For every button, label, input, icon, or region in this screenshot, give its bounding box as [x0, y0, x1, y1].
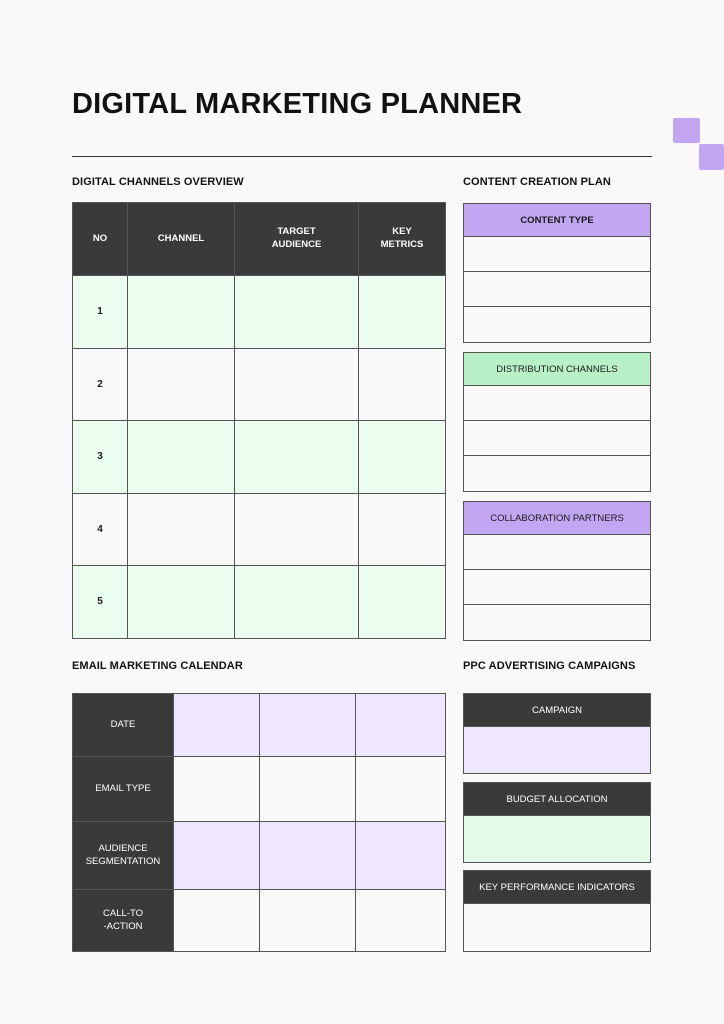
kpi-box [463, 870, 651, 952]
page-title: DIGITAL MARKETING PLANNER [72, 88, 523, 120]
distribution-channels-box [463, 352, 651, 492]
metrics-cell[interactable] [359, 348, 446, 421]
audience-cell[interactable] [235, 276, 359, 349]
cta-cell[interactable] [356, 890, 446, 952]
segmentation-cell[interactable] [174, 822, 260, 890]
audience-cell[interactable] [235, 348, 359, 421]
metrics-cell[interactable] [359, 276, 446, 349]
header-key-metrics: KEY METRICS [359, 203, 446, 276]
collaboration-row[interactable] [464, 535, 650, 570]
divider [72, 156, 652, 157]
distribution-row[interactable] [464, 421, 650, 456]
metrics-cell[interactable] [359, 421, 446, 494]
kpi-field[interactable] [464, 904, 650, 951]
metrics-cell[interactable] [359, 493, 446, 566]
content-type-box [463, 203, 651, 343]
channels-table [72, 202, 446, 639]
distribution-channels-header: DISTRIBUTION CHANNELS [464, 353, 650, 386]
header-no: NO [73, 203, 128, 276]
table-row [73, 276, 446, 349]
metrics-cell[interactable] [359, 566, 446, 639]
date-label: DATE [73, 694, 174, 757]
table-row [73, 890, 446, 952]
cta-cell[interactable] [174, 890, 260, 952]
channel-cell[interactable] [128, 421, 235, 494]
audience-segmentation-label: AUDIENCE SEGMENTATION [73, 822, 174, 890]
audience-cell[interactable] [235, 566, 359, 639]
collaboration-partners-header: COLLABORATION PARTNERS [464, 502, 650, 535]
table-row [73, 757, 446, 822]
content-type-header: CONTENT TYPE [464, 204, 650, 237]
table-row [73, 694, 446, 757]
audience-cell[interactable] [235, 493, 359, 566]
row-number: 5 [73, 566, 128, 639]
kpi-header: KEY PERFORMANCE INDICATORS [464, 871, 650, 904]
segmentation-cell[interactable] [260, 822, 356, 890]
budget-allocation-box [463, 782, 651, 863]
budget-allocation-field[interactable] [464, 816, 650, 862]
campaign-box [463, 693, 651, 774]
table-header-row [73, 203, 446, 276]
budget-allocation-header: BUDGET ALLOCATION [464, 783, 650, 816]
decorative-square [673, 118, 700, 143]
collaboration-row[interactable] [464, 605, 650, 640]
channel-cell[interactable] [128, 493, 235, 566]
header-channel: CHANNEL [128, 203, 235, 276]
table-row [73, 822, 446, 890]
audience-cell[interactable] [235, 421, 359, 494]
date-cell[interactable] [260, 694, 356, 757]
channel-cell[interactable] [128, 348, 235, 421]
channel-cell[interactable] [128, 276, 235, 349]
row-number: 2 [73, 348, 128, 421]
email-section-title: EMAIL MARKETING CALENDAR [72, 660, 243, 672]
date-cell[interactable] [356, 694, 446, 757]
content-type-row[interactable] [464, 307, 650, 342]
email-calendar-table [72, 693, 446, 952]
segmentation-cell[interactable] [356, 822, 446, 890]
channels-section-title: DIGITAL CHANNELS OVERVIEW [72, 176, 244, 188]
table-row [73, 348, 446, 421]
distribution-row[interactable] [464, 386, 650, 421]
date-cell[interactable] [174, 694, 260, 757]
ppc-section-title: PPC ADVERTISING CAMPAIGNS [463, 660, 636, 672]
row-number: 4 [73, 493, 128, 566]
distribution-row[interactable] [464, 456, 650, 491]
call-to-action-label: CALL-TO -ACTION [73, 890, 174, 952]
email-type-label: EMAIL TYPE [73, 757, 174, 822]
collaboration-row[interactable] [464, 570, 650, 605]
collaboration-partners-box [463, 501, 651, 641]
table-row [73, 566, 446, 639]
decorative-square [699, 144, 724, 170]
row-number: 1 [73, 276, 128, 349]
header-target-audience: TARGET AUDIENCE [235, 203, 359, 276]
email-type-cell[interactable] [260, 757, 356, 822]
email-type-cell[interactable] [356, 757, 446, 822]
table-row [73, 421, 446, 494]
channel-cell[interactable] [128, 566, 235, 639]
content-section-title: CONTENT CREATION PLAN [463, 176, 611, 188]
campaign-header: CAMPAIGN [464, 694, 650, 727]
email-type-cell[interactable] [174, 757, 260, 822]
content-type-row[interactable] [464, 237, 650, 272]
campaign-field[interactable] [464, 727, 650, 773]
table-row [73, 493, 446, 566]
cta-cell[interactable] [260, 890, 356, 952]
row-number: 3 [73, 421, 128, 494]
content-type-row[interactable] [464, 272, 650, 307]
